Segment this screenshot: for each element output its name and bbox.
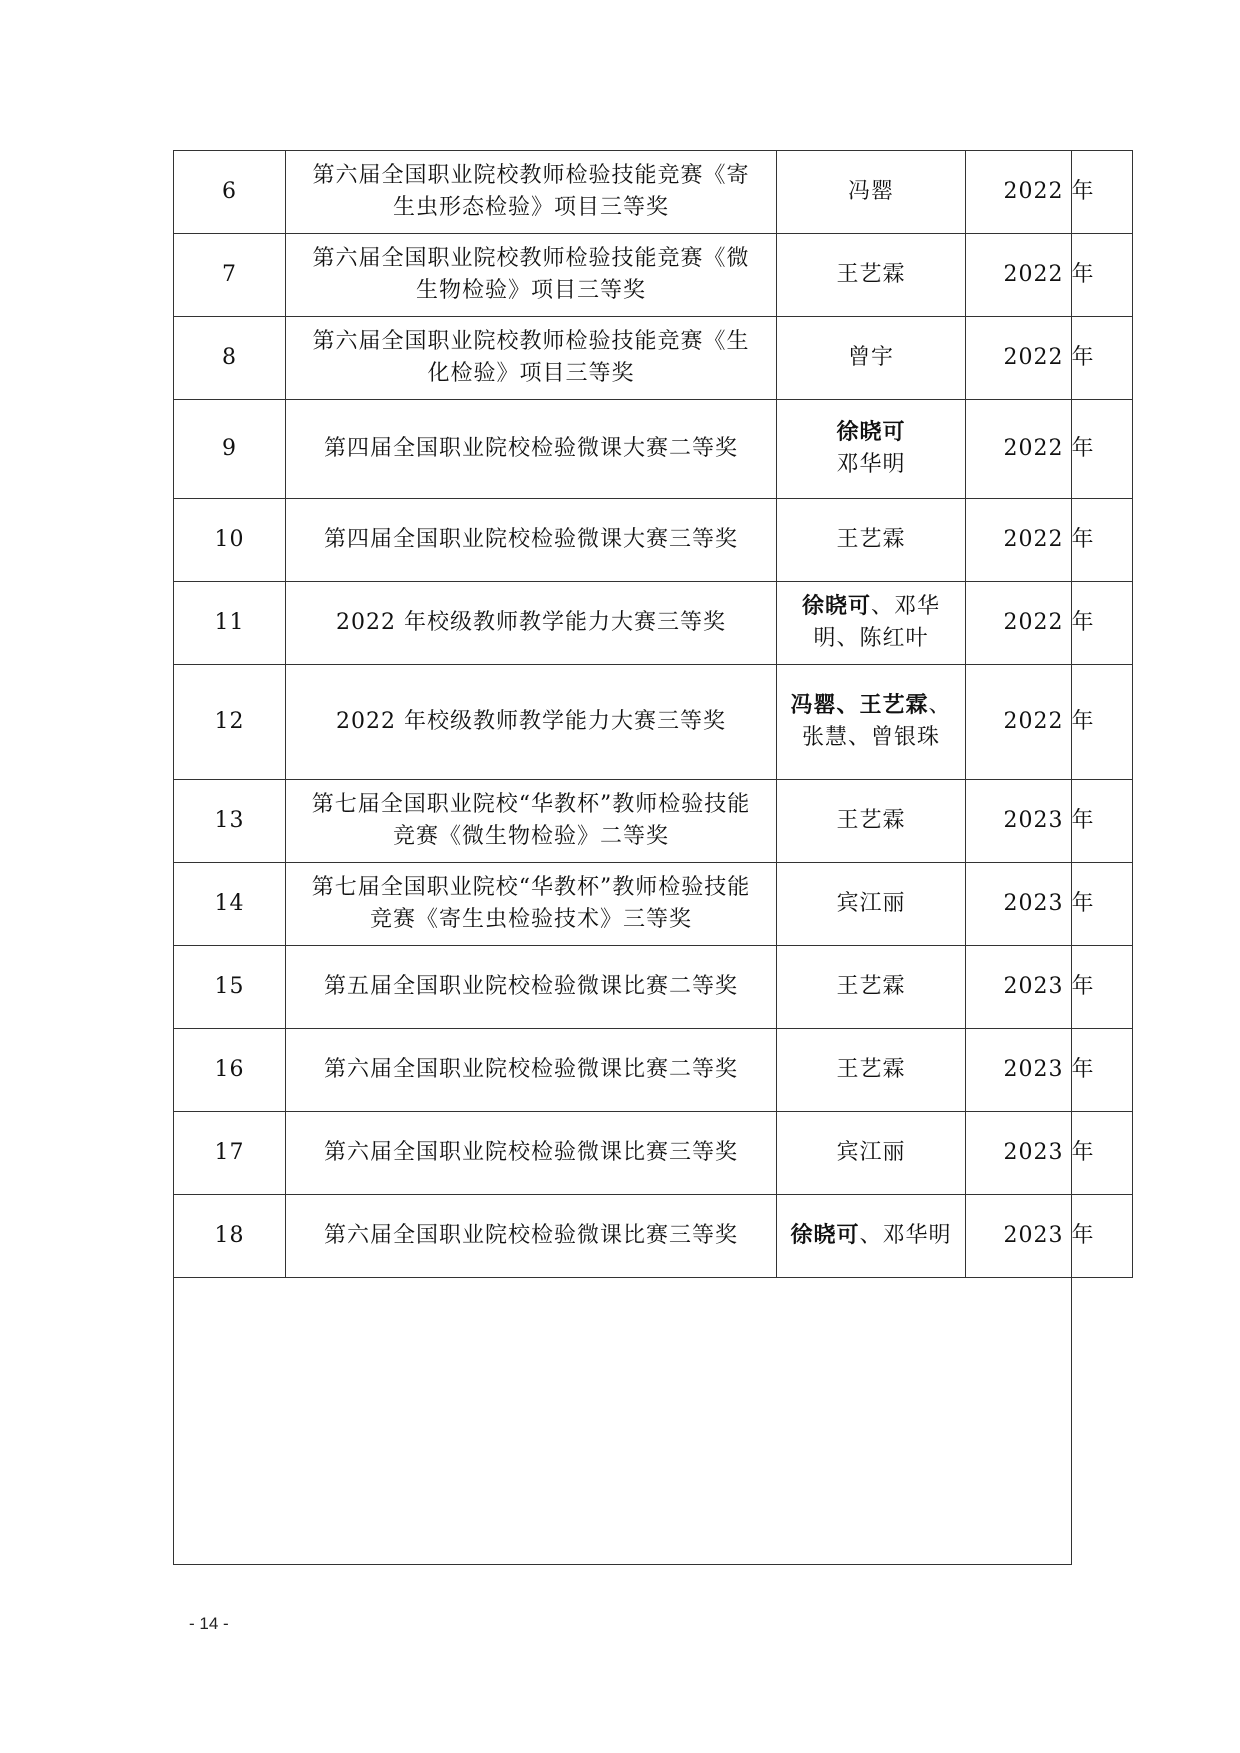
table-row <box>174 1112 1133 1195</box>
table-row <box>174 1029 1133 1112</box>
people-rest: 、张慧、曾银珠 <box>801 693 952 750</box>
award-year: 2023 年 <box>966 1195 1133 1278</box>
table-row <box>174 780 1133 863</box>
award-people <box>777 151 966 234</box>
award-people <box>777 665 966 780</box>
row-index: 10 <box>174 499 286 582</box>
award-year: 2023 年 <box>966 1112 1133 1195</box>
table-row <box>174 665 1133 780</box>
row-index: 14 <box>174 863 286 946</box>
award-name: 第七届全国职业院校“华教杯”教师检验技能竞赛《微生物检验》二等奖 <box>286 780 777 863</box>
award-name: 第六届全国职业院校检验微课比赛二等奖 <box>286 1029 777 1112</box>
page-number: - 14 - <box>189 1614 229 1633</box>
award-people <box>777 1112 966 1195</box>
row-index: 8 <box>174 317 286 400</box>
award-name: 第六届全国职业院校教师检验技能竞赛《生化检验》项目三等奖 <box>286 317 777 400</box>
row-index: 13 <box>174 780 286 863</box>
people-rest: 王艺霖 <box>836 808 906 833</box>
award-people <box>777 400 966 499</box>
award-year: 2022 年 <box>966 234 1133 317</box>
people-rest: 宾江丽 <box>836 1140 906 1165</box>
award-people <box>777 780 966 863</box>
award-name: 第五届全国职业院校检验微课比赛二等奖 <box>286 946 777 1029</box>
people-rest: 王艺霖 <box>836 974 906 999</box>
table-row <box>174 317 1133 400</box>
award-name: 第六届全国职业院校教师检验技能竞赛《寄生虫形态检验》项目三等奖 <box>286 151 777 234</box>
people-rest: 宾江丽 <box>836 891 906 916</box>
award-year: 2023 年 <box>966 1029 1133 1112</box>
row-index: 9 <box>174 400 286 499</box>
row-index: 11 <box>174 582 286 665</box>
people-rest: 邓华明 <box>836 452 906 477</box>
people-rest: 曾宇 <box>847 345 894 370</box>
award-name: 第六届全国职业院校检验微课比赛三等奖 <box>286 1195 777 1278</box>
people-rest: 、邓华明、陈红叶 <box>813 594 941 651</box>
award-people <box>777 317 966 400</box>
table-row <box>174 1195 1133 1278</box>
award-year: 2022 年 <box>966 151 1133 234</box>
award-name: 2022 年校级教师教学能力大赛三等奖 <box>286 582 777 665</box>
award-name: 第七届全国职业院校“华教杯”教师检验技能竞赛《寄生虫检验技术》三等奖 <box>286 863 777 946</box>
award-year: 2022 年 <box>966 499 1133 582</box>
people-bold: 徐晓可 <box>790 1223 860 1248</box>
award-name: 第六届全国职业院校检验微课比赛三等奖 <box>286 1112 777 1195</box>
row-index: 7 <box>174 234 286 317</box>
row-index: 17 <box>174 1112 286 1195</box>
people-bold: 徐晓可 <box>836 420 906 445</box>
people-bold: 冯罂、王艺霖 <box>790 693 929 718</box>
table-row <box>174 582 1133 665</box>
people-rest: 冯罂 <box>847 179 894 204</box>
people-rest: 王艺霖 <box>836 1057 906 1082</box>
awards-table <box>173 150 1133 1278</box>
award-name: 2022 年校级教师教学能力大赛三等奖 <box>286 665 777 780</box>
table-row <box>174 946 1133 1029</box>
row-index: 15 <box>174 946 286 1029</box>
award-people <box>777 582 966 665</box>
award-name: 第六届全国职业院校教师检验技能竞赛《微生物检验》项目三等奖 <box>286 234 777 317</box>
award-year: 2023 年 <box>966 780 1133 863</box>
row-index: 6 <box>174 151 286 234</box>
table-row <box>174 863 1133 946</box>
award-year: 2023 年 <box>966 863 1133 946</box>
table-row <box>174 151 1133 234</box>
people-rest: 、邓华明 <box>859 1223 952 1248</box>
row-index: 18 <box>174 1195 286 1278</box>
table-row <box>174 234 1133 317</box>
people-rest: 王艺霖 <box>836 262 906 287</box>
award-year: 2022 年 <box>966 317 1133 400</box>
award-people <box>777 946 966 1029</box>
table-row <box>174 499 1133 582</box>
award-name: 第四届全国职业院校检验微课大赛二等奖 <box>286 400 777 499</box>
award-people <box>777 499 966 582</box>
award-people <box>777 234 966 317</box>
award-people <box>777 863 966 946</box>
row-index: 16 <box>174 1029 286 1112</box>
table-row <box>174 400 1133 499</box>
award-people <box>777 1195 966 1278</box>
award-year: 2022 年 <box>966 582 1133 665</box>
award-year: 2023 年 <box>966 946 1133 1029</box>
award-name: 第四届全国职业院校检验微课大赛三等奖 <box>286 499 777 582</box>
award-people <box>777 1029 966 1112</box>
award-year: 2022 年 <box>966 400 1133 499</box>
people-bold: 徐晓可 <box>801 594 871 619</box>
award-year: 2022 年 <box>966 665 1133 780</box>
row-index: 12 <box>174 665 286 780</box>
people-rest: 王艺霖 <box>836 527 906 552</box>
